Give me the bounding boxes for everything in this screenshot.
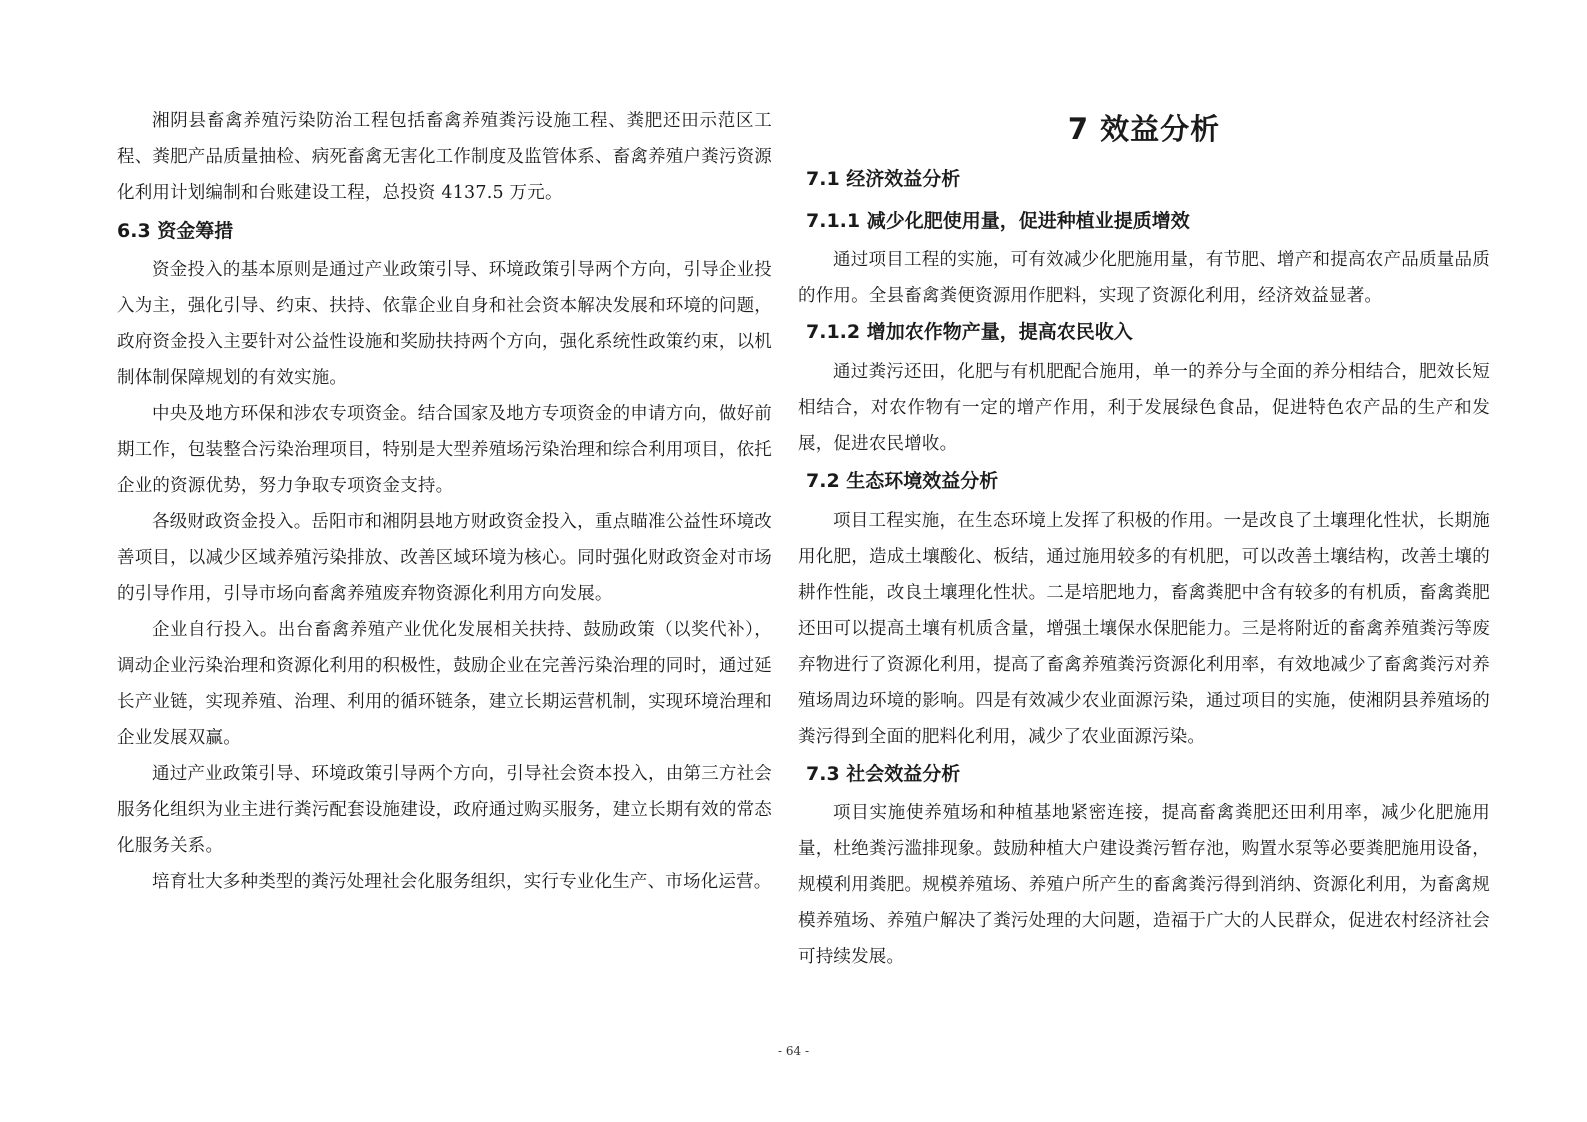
paragraph-service-organizations: 培育壮大多种类型的粪污处理社会化服务组织，实行专业化生产、市场化运营。 — [152, 872, 772, 892]
page-number: - 64 - — [777, 1044, 809, 1058]
chapter-title: 7 效益分析 — [1067, 112, 1221, 146]
paragraph-social-benefits: 项目实施使养殖场和种植基地紧密连接，提高畜禽粪肥还田利用率，减少化肥施用量，杜绝粪污滥排现象。鼓励种植大户建设粪污暂存池，购置水泵等必要粪肥施用设备，规模利用粪肥。规模养殖场、养殖户所产生的畜禽粪污得到消纳、资源化利用，为畜禽规模养殖场、养殖户解决了粪污处理的大问题，造福于广大的人民群众，促进农村经济社会可持续发展。 — [798, 803, 1490, 967]
section-heading-7-3: 7.3 社会效益分析 — [806, 763, 961, 785]
paragraph-economic-fertilizer: 通过项目工程的实施，可有效减少化肥施用量，有节肥、增产和提高农产品质量品质的作用。全县畜禽粪便资源用作肥料，实现了资源化利用，经济效益显著。 — [798, 250, 1490, 306]
paragraph-social-capital: 通过产业政策引导、环境政策引导两个方向，引导社会资本投入，由第三方社会服务化组织为业主进行粪污配套设施建设，政府通过购买服务，建立长期有效的常态化服务关系。 — [117, 764, 772, 856]
section-heading-7-2: 7.2 生态环境效益分析 — [806, 470, 999, 492]
paragraph-special-funds: 中央及地方环保和涉农专项资金。结合国家及地方专项资金的申请方向，做好前期工作，包装整合污染治理项目，特别是大型养殖场污染治理和综合利用项目，依托企业的资源优势，努力争取专项资金支持。 — [117, 404, 772, 496]
paragraph-investment-summary: 湘阴县畜禽养殖污染防治工程包括畜禽养殖粪污设施工程、粪肥还田示范区工程、粪肥产品质量抽检、病死畜禽无害化工作制度及监管体系、畜禽养殖户粪污资源化利用计划编制和台账建设工程，总投资 4137.5 万元。 — [117, 111, 772, 203]
section-heading-6-3: 6.3 资金筹措 — [117, 220, 234, 242]
section-heading-7-1: 7.1 经济效益分析 — [806, 168, 961, 190]
section-heading-7-1-1: 7.1.1 减少化肥使用量，促进种植业提质增效 — [806, 210, 1190, 232]
paragraph-economic-yield: 通过粪污还田，化肥与有机肥配合施用，单一的养分与全面的养分相结合，肥效长短相结合，对农作物有一定的增产作用，利于发展绿色食品，促进特色农产品的生产和发展，促进农民增收。 — [798, 362, 1490, 454]
paragraph-ecological-benefits: 项目工程实施，在生态环境上发挥了积极的作用。一是改良了土壤理化性状，长期施用化肥，造成土壤酸化、板结，通过施用较多的有机肥，可以改善土壤结构，改善土壤的耕作性能，改良土壤理化性状。二是培肥地力，畜禽粪肥中含有较多的有机质，畜禽粪肥还田可以提高土壤有机质含量，增强土壤保水保肥能力。三是将附近的畜禽养殖粪污等废弃物进行了资源化利用，提高了畜禽养殖粪污资源化利用率，有效地减少了畜禽粪污对养殖场周边环境的影响。四是有效减少农业面源污染，通过项目的实施，使湘阴县养殖场的粪污得到全面的肥料化利用，减少了农业面源污染。 — [798, 511, 1490, 747]
paragraph-fiscal-investment: 各级财政资金投入。岳阳市和湘阴县地方财政资金投入，重点瞄准公益性环境改善项目，以减少区域养殖污染排放、改善区域环境为核心。同时强化财政资金对市场的引导作用，引导市场向畜禽养殖废弃物资源化利用方向发展。 — [117, 512, 772, 604]
paragraph-enterprise-investment: 企业自行投入。出台畜禽养殖产业优化发展相关扶持、鼓励政策（以奖代补），调动企业污染治理和资源化利用的积极性，鼓励企业在完善污染治理的同时，通过延长产业链，实现养殖、治理、利用的循环链条，建立长期运营机制，实现环境治理和企业发展双赢。 — [117, 620, 772, 748]
section-heading-7-1-2: 7.1.2 增加农作物产量，提高农民收入 — [806, 321, 1133, 343]
paragraph-funding-principle: 资金投入的基本原则是通过产业政策引导、环境政策引导两个方向，引导企业投入为主，强化引导、约束、扶持、依靠企业自身和社会资本解决发展和环境的问题，政府资金投入主要针对公益性设施和奖励扶持两个方向，强化系统性政策约束，以机制体制保障规划的有效实施。 — [117, 260, 772, 388]
